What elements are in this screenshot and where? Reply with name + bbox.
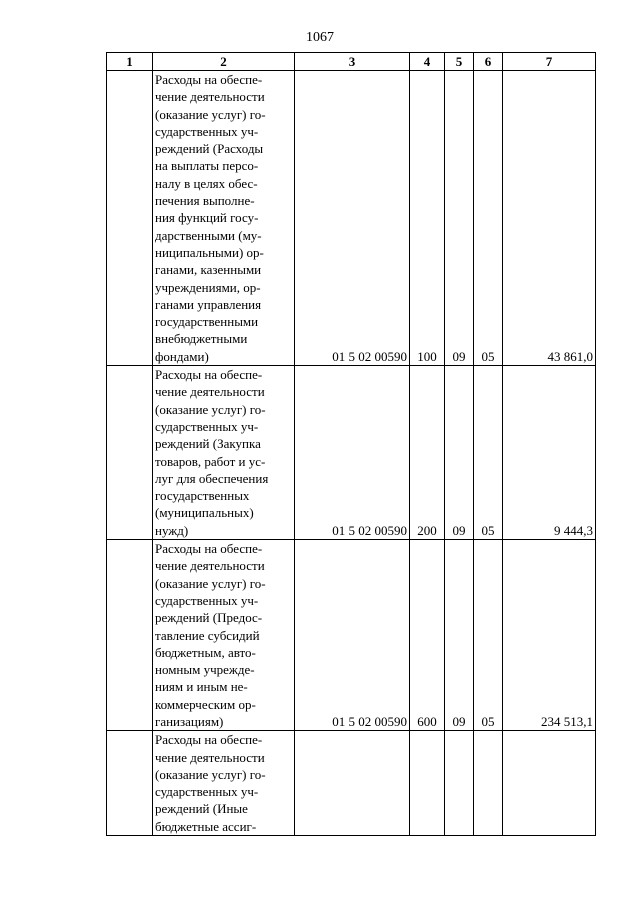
section-cell: 09 [445, 366, 474, 540]
subsection-cell: 05 [474, 71, 503, 366]
row-index-cell [107, 731, 153, 836]
header-col-7: 7 [503, 53, 596, 71]
table-row [107, 71, 596, 366]
expense-name-cell: Расходы на обеспе- чение деятельности (оказание услуг) го- сударственных уч- реждений (Расходы на выплаты персо- налу в целях обес- печения выполне- ния функций госу- дарственными (му- ниципальными) ор- ганами, казенными учреждениями, ор- ганами управления государственными внебюджетными фондами) [153, 71, 295, 366]
expense-type-cell: 600 [410, 540, 445, 731]
subsection-cell: 05 [474, 540, 503, 731]
table-row [107, 731, 596, 836]
amount-cell [503, 731, 596, 836]
table-row [107, 366, 596, 540]
page-number: 1067 [306, 30, 334, 45]
subsection-cell: 05 [474, 366, 503, 540]
section-cell [445, 731, 474, 836]
target-code-cell: 01 5 02 00590 [295, 71, 410, 366]
header-col-2: 2 [153, 53, 295, 71]
header-col-5: 5 [445, 53, 474, 71]
amount-cell: 43 861,0 [503, 71, 596, 366]
section-cell: 09 [445, 71, 474, 366]
section-cell: 09 [445, 540, 474, 731]
table-row [107, 540, 596, 731]
target-code-cell: 01 5 02 00590 [295, 540, 410, 731]
row-index-cell [107, 71, 153, 366]
row-index-cell [107, 540, 153, 731]
expense-name-cell: Расходы на обеспе- чение деятельности (оказание услуг) го- сударственных уч- реждений (Предос- тавление субсидий бюджетным, авто- номным учрежде- ниям и иным не- коммерческим ор- ганизациям) [153, 540, 295, 731]
target-code-cell [295, 731, 410, 836]
amount-cell: 9 444,3 [503, 366, 596, 540]
header-col-4: 4 [410, 53, 445, 71]
row-index-cell [107, 366, 153, 540]
expense-name-cell: Расходы на обеспе- чение деятельности (оказание услуг) го- сударственных уч- реждений (Иные бюджетные ассиг- [153, 731, 295, 836]
header-row [107, 53, 596, 71]
header-col-3: 3 [295, 53, 410, 71]
expense-name-cell: Расходы на обеспе- чение деятельности (оказание услуг) го- сударственных уч- реждений (Закупка товаров, работ и ус- луг для обеспечения государственных (муниципальных) нужд) [153, 366, 295, 540]
header-col-6: 6 [474, 53, 503, 71]
budget-table [106, 52, 596, 836]
expense-type-cell: 200 [410, 366, 445, 540]
target-code-cell: 01 5 02 00590 [295, 366, 410, 540]
expense-type-cell [410, 731, 445, 836]
header-col-1: 1 [107, 53, 153, 71]
amount-cell: 234 513,1 [503, 540, 596, 731]
subsection-cell [474, 731, 503, 836]
expense-type-cell: 100 [410, 71, 445, 366]
